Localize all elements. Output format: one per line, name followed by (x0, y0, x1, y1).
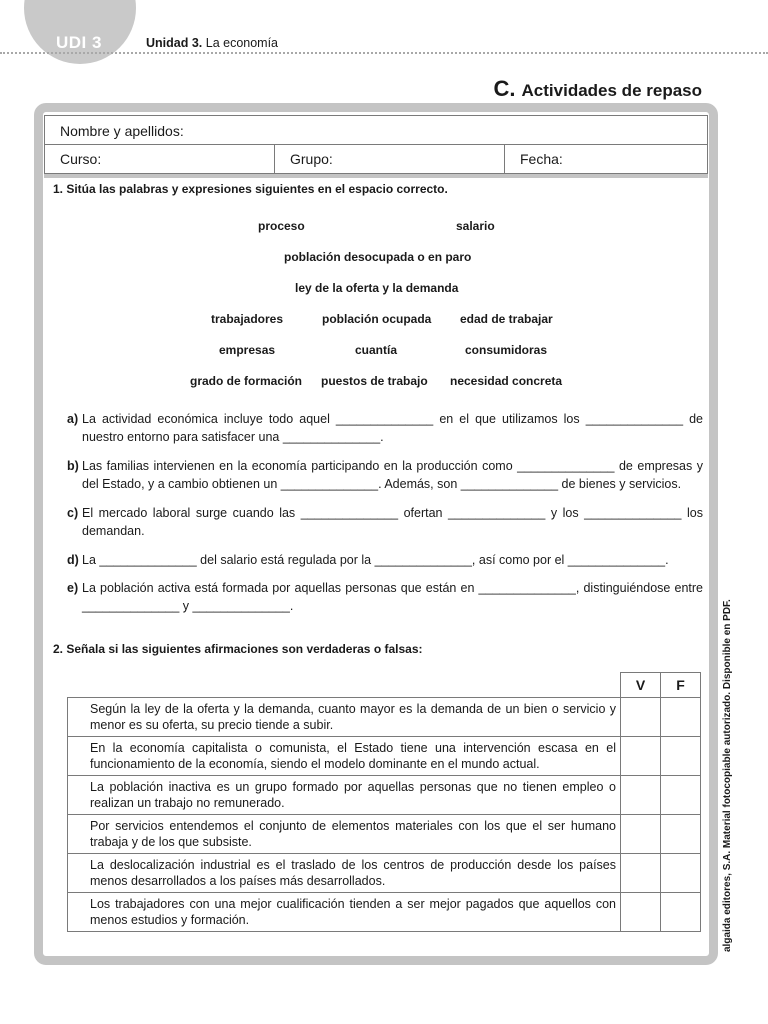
unit-number: Unidad 3. (146, 36, 203, 50)
word-poblacion-desocupada: población desocupada o en paro (284, 250, 472, 264)
word-edad: edad de trabajar (460, 312, 553, 326)
word-empresas: empresas (219, 343, 276, 357)
name-field[interactable] (44, 115, 708, 144)
section-title (493, 76, 702, 102)
false-checkbox[interactable] (661, 737, 701, 776)
date-label: Fecha: (520, 151, 563, 167)
word-bank-row (44, 281, 708, 297)
info-row (44, 144, 708, 174)
group-field[interactable] (275, 145, 505, 173)
table-row (68, 893, 701, 932)
item-text: El mercado laboral surge cuando las ______________ ofertan ______________ y los ______________ los demandan. (82, 506, 703, 538)
false-checkbox[interactable] (661, 815, 701, 854)
fill-blank-item[interactable] (67, 579, 703, 615)
word-necesidad: necesidad concreta (450, 374, 563, 388)
word-bank-row (44, 343, 708, 359)
item-label: e) (67, 581, 79, 595)
question-2-title: 2. Señala si las siguientes afirmaciones son verdaderas o falsas: (53, 642, 423, 656)
item-text: La ______________ del salario está regulada por la ______________, así como por el ______________. (82, 553, 669, 567)
true-checkbox[interactable] (621, 893, 661, 932)
group-label: Grupo: (290, 151, 333, 167)
publisher-credit: algaida editores, S.A. Material fotocopiable autorizado. Disponible en PDF. (722, 599, 733, 952)
true-false-table (67, 672, 701, 932)
true-checkbox[interactable] (621, 737, 661, 776)
fill-blank-item[interactable] (67, 504, 703, 540)
true-checkbox[interactable] (621, 815, 661, 854)
form-separator (44, 174, 708, 178)
item-label: a) (67, 412, 79, 426)
item-text: La población activa está formada por aquellas personas que están en ______________, distinguiéndose entre ______________ y ______________. (82, 581, 703, 613)
column-false-header: F (661, 673, 701, 698)
table-row (68, 854, 701, 893)
word-poblacion-ocupada: población ocupada (322, 312, 432, 326)
false-checkbox[interactable] (661, 776, 701, 815)
table-header-row (68, 673, 701, 698)
item-label: d) (67, 553, 79, 567)
statement-text: La población inactiva es un grupo formado por aquellas personas que no tienen empleo o realizan un trabajo no remunerado. (68, 776, 621, 815)
word-bank-row (44, 374, 708, 390)
unit-badge-label: UDI 3 (56, 33, 102, 52)
table-row (68, 698, 701, 737)
table-row (68, 737, 701, 776)
header-blank (68, 673, 621, 698)
statement-text: Por servicios entendemos el conjunto de elementos materiales con los que el ser humano trabaja y de los que subsiste. (68, 815, 621, 854)
statement-text: Según la ley de la oferta y la demanda, cuanto mayor es la demanda de un bien o servicio y menor es su oferta, su precio tiende a subir. (68, 698, 621, 737)
word-ley: ley de la oferta y la demanda (295, 281, 459, 295)
name-label: Nombre y apellidos: (60, 123, 184, 139)
date-field[interactable] (505, 145, 707, 173)
section-letter: C. (493, 76, 516, 101)
column-true-header: V (621, 673, 661, 698)
course-field[interactable] (45, 145, 275, 173)
course-label: Curso: (60, 151, 102, 167)
question-1-title: 1. Sitúa las palabras y expresiones siguientes en el espacio correcto. (53, 182, 448, 196)
statement-text: La deslocalización industrial es el traslado de los centros de producción desde los países menos desarrollados a los países más desarrollados. (68, 854, 621, 893)
statement-text: Los trabajadores con una mejor cualificación tienden a ser mejor pagados que aquellos con menos estudios y formación. (68, 893, 621, 932)
word-bank-row (44, 250, 708, 266)
word-trabajadores: trabajadores (211, 312, 284, 326)
false-checkbox[interactable] (661, 854, 701, 893)
word-proceso: proceso (258, 219, 305, 233)
word-bank-row (44, 312, 708, 328)
word-bank-row (44, 219, 708, 235)
false-checkbox[interactable] (661, 893, 701, 932)
section-title-text: Actividades de repaso (521, 81, 702, 100)
unit-badge (24, 0, 136, 64)
unit-title (146, 36, 278, 50)
fill-blank-item[interactable] (67, 410, 703, 446)
fill-blank-item[interactable] (67, 457, 703, 493)
table-row (68, 776, 701, 815)
header-dotted-divider (0, 52, 768, 54)
statement-text: En la economía capitalista o comunista, el Estado tiene una intervención escasa en el funcionamiento de la economía, siendo el modelo dominante en el mundo actual. (68, 737, 621, 776)
item-text: La actividad económica incluye todo aquel ______________ en el que utilizamos los ______________ de nuestro entorno para satisfacer una ______________. (82, 412, 703, 444)
true-checkbox[interactable] (621, 854, 661, 893)
item-text: Las familias intervienen en la economía participando en la producción como ______________ de empresas y del Estado, y a cambio obtienen un ______________. Además, son ______________ de bienes y servicios. (82, 459, 703, 491)
item-label: b) (67, 459, 79, 473)
table-row (68, 815, 701, 854)
fill-blank-item[interactable] (67, 551, 703, 569)
unit-name: La economía (202, 36, 279, 50)
word-consumidoras: consumidoras (465, 343, 548, 357)
word-grado: grado de formación (190, 374, 303, 388)
true-checkbox[interactable] (621, 698, 661, 737)
false-checkbox[interactable] (661, 698, 701, 737)
word-cuantia: cuantía (355, 343, 398, 357)
word-salario: salario (456, 219, 495, 233)
item-label: c) (67, 506, 79, 520)
true-checkbox[interactable] (621, 776, 661, 815)
word-puestos: puestos de trabajo (321, 374, 428, 388)
